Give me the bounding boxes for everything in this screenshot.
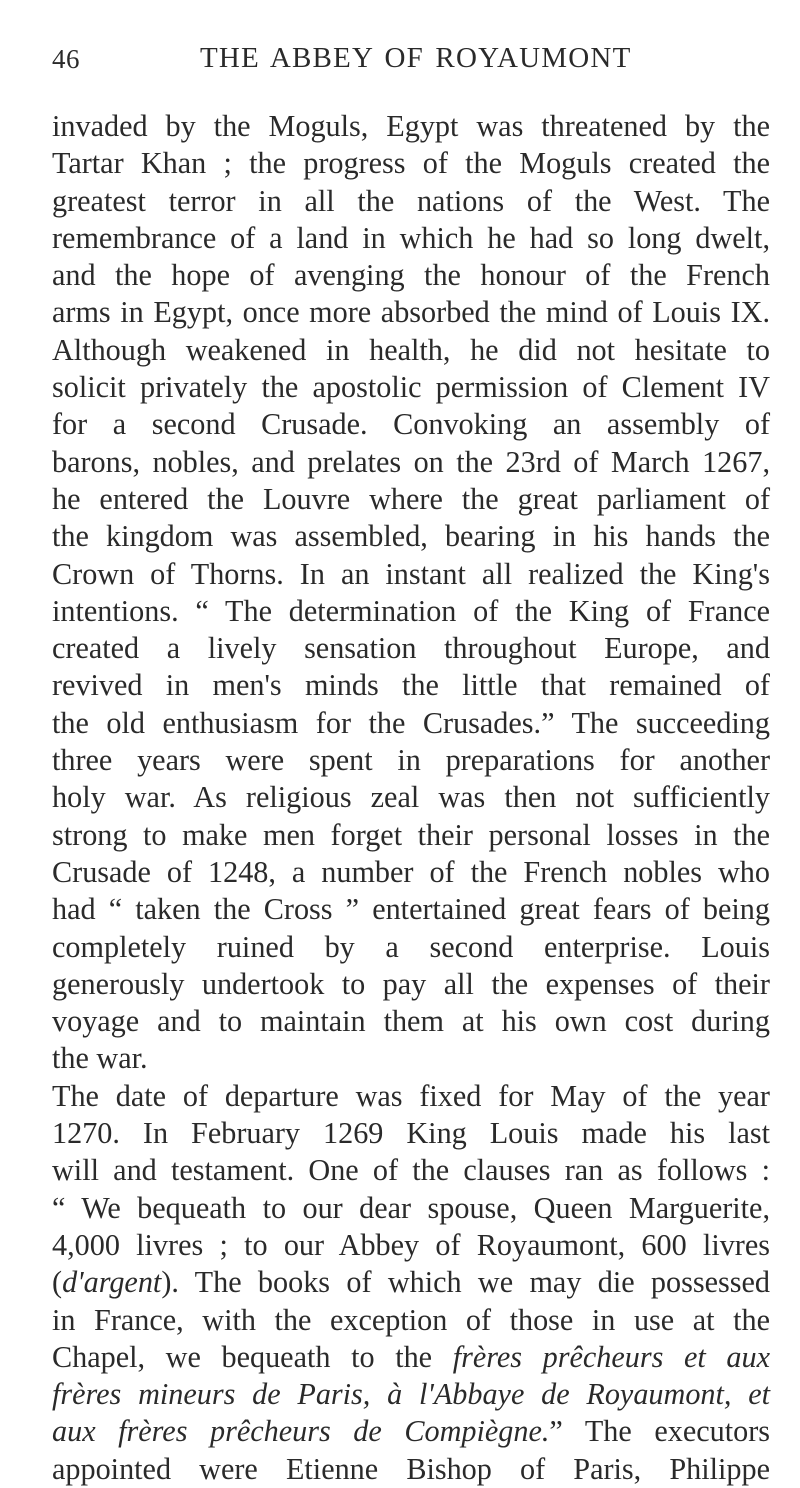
- text-line: invaded by the Moguls, Egypt was threatened by the: [52, 109, 770, 143]
- text-fragment: ” The executors: [549, 1414, 771, 1449]
- text-fragment: Chapel, we bequeath to the: [52, 1339, 453, 1374]
- text-line: voyage and to maintain them at his own cost during: [52, 1004, 770, 1039]
- body-text: [52, 108, 770, 1488]
- text-line: in France, with the exception of those in use at the: [52, 1302, 770, 1337]
- text-line: Crown of Thorns. In an instant all realized the King's: [52, 556, 770, 591]
- page-number: 46: [52, 44, 80, 74]
- italic-phrase: frères prêcheurs et aux: [452, 1339, 770, 1374]
- paragraph-end-line: the war.: [52, 1041, 148, 1076]
- text-line: The date of departure was fixed for May of the year: [52, 1078, 770, 1113]
- text-line: will and testament. One of the clauses ran as follows :: [52, 1153, 770, 1188]
- text-line: [52, 1339, 770, 1376]
- text-line: [52, 1264, 770, 1301]
- text-line: strong to make men forget their personal losses in the: [52, 817, 770, 852]
- text-line: Tartar Khan ; the progress of the Moguls created the: [52, 146, 770, 181]
- italic-phrase: d'argent: [62, 1265, 162, 1300]
- text-line: Crusade of 1248, a number of the French nobles who: [52, 854, 770, 889]
- text-line: generously undertook to pay all the expenses of their: [52, 966, 770, 1001]
- text-line: appointed were Etienne Bishop of Paris, Philippe: [52, 1451, 770, 1486]
- text-line: arms in Egypt, once more absorbed the mind of Louis IX.: [52, 295, 770, 330]
- text-line: 1270. In February 1269 King Louis made his last: [52, 1116, 770, 1151]
- text-line: 4,000 livres ; to our Abbey of Royaumont, 600 livres: [52, 1227, 770, 1262]
- text-line: holy war. As religious zeal was then not sufficiently: [52, 780, 770, 815]
- text-line: revived in men's minds the little that remained of: [52, 668, 770, 703]
- text-fragment: ). The books of which we may die possessed: [161, 1265, 770, 1300]
- text-line: had “ taken the Cross ” entertained great fears of being: [52, 892, 770, 927]
- italic-phrase: aux frères prêcheurs de Compiègne.: [52, 1414, 550, 1449]
- text-line: and the hope of avenging the honour of the French: [52, 258, 770, 293]
- text-line: for a second Crusade. Convoking an assembly of: [52, 407, 770, 442]
- text-line: he entered the Louvre where the great parliament of: [52, 481, 770, 516]
- text-line: three years were spent in preparations for another: [52, 743, 770, 778]
- text-line: “ We bequeath to our dear spouse, Queen Marguerite,: [52, 1190, 770, 1225]
- text-line: completely ruined by a second enterprise. Louis: [52, 929, 770, 964]
- text-line: Although weakened in health, he did not hesitate to: [52, 332, 770, 367]
- text-line: [52, 1413, 770, 1450]
- text-line: the kingdom was assembled, bearing in his hands the: [52, 519, 770, 554]
- text-line: solicit privately the apostolic permission of Clement IV: [52, 370, 770, 405]
- book-page: [52, 34, 770, 1488]
- text-line: intentions. “ The determination of the King of France: [52, 593, 770, 628]
- text-fragment: (: [52, 1265, 63, 1300]
- text-line: remembrance of a land in which he had so long dwelt,: [52, 220, 770, 255]
- text-line: greatest terror in all the nations of the West. The: [52, 183, 770, 218]
- running-head: [52, 34, 770, 86]
- text-line: created a lively sensation throughout Europe, and: [52, 631, 770, 666]
- text-line: barons, nobles, and prelates on the 23rd of March 1267,: [52, 444, 770, 479]
- italic-line: frères mineurs de Paris, à l'Abbaye de Royaumont, et: [52, 1377, 770, 1412]
- running-title: THE ABBEY OF ROYAUMONT: [200, 42, 632, 74]
- text-line: the old enthusiasm for the Crusades.” The succeeding: [52, 705, 770, 740]
